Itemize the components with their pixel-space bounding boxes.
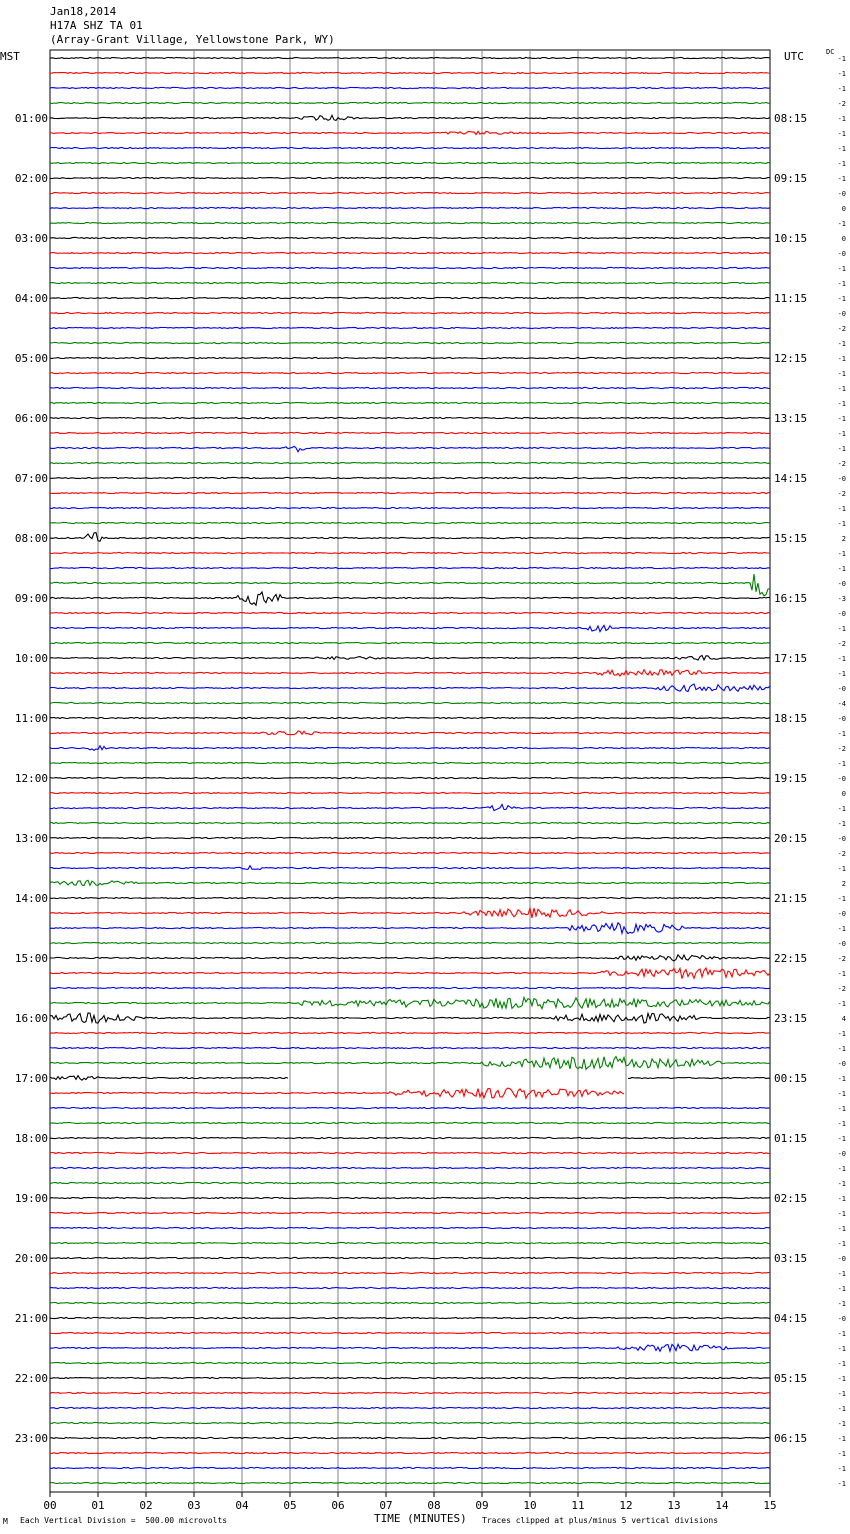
dc-offset-label: -1 bbox=[837, 355, 846, 363]
seismic-trace bbox=[50, 57, 770, 58]
seismic-trace bbox=[50, 327, 770, 328]
seismic-trace bbox=[50, 1107, 770, 1108]
dc-offset-label: -0 bbox=[837, 775, 846, 783]
x-tick-label: 07 bbox=[379, 1499, 393, 1512]
dc-offset-label: -1 bbox=[837, 820, 846, 828]
mst-hour-label: 12:00 bbox=[14, 772, 48, 785]
dc-offset-label: -0 bbox=[837, 310, 846, 318]
seismic-trace bbox=[50, 1482, 770, 1483]
dc-offset-label: -3 bbox=[837, 595, 846, 603]
plot-frame bbox=[50, 50, 770, 1492]
dc-offset-label: -1 bbox=[837, 1285, 846, 1293]
x-tick-label: 05 bbox=[283, 1499, 297, 1512]
dc-offset-label: -1 bbox=[837, 70, 846, 78]
x-tick-label: 09 bbox=[475, 1499, 489, 1512]
logo-mark: M bbox=[3, 1517, 8, 1526]
seismic-trace bbox=[50, 507, 770, 508]
dc-offset-label: -1 bbox=[837, 550, 846, 558]
dc-offset-label: -1 bbox=[837, 1435, 846, 1443]
seismic-trace bbox=[50, 1167, 770, 1168]
x-tick-label: 01 bbox=[91, 1499, 105, 1512]
utc-hour-label: 02:15 bbox=[774, 1192, 808, 1205]
seismic-trace bbox=[50, 804, 770, 810]
chart-station: H17A SHZ TA 01 bbox=[50, 19, 143, 32]
dc-offset-label: -1 bbox=[837, 160, 846, 168]
dc-offset-label: -1 bbox=[837, 1240, 846, 1248]
mst-hour-label: 13:00 bbox=[14, 832, 48, 845]
seismic-trace bbox=[50, 402, 770, 403]
mst-hour-label: 06:00 bbox=[14, 412, 48, 425]
mst-hour-label: 17:00 bbox=[14, 1072, 48, 1085]
seismic-trace bbox=[50, 1242, 770, 1243]
mst-hour-label: 10:00 bbox=[14, 652, 48, 665]
seismic-trace bbox=[50, 987, 770, 988]
dc-offset-label: -0 bbox=[837, 1150, 846, 1158]
dc-offset-label: -0 bbox=[837, 250, 846, 258]
mst-hour-label: 11:00 bbox=[14, 712, 48, 725]
dc-offset-label: -0 bbox=[837, 835, 846, 843]
seismic-trace bbox=[50, 1013, 770, 1023]
dc-offset-label: -0 bbox=[837, 1060, 846, 1068]
seismic-trace bbox=[50, 115, 770, 120]
dc-offset-label: -1 bbox=[837, 1360, 846, 1368]
dc-offset-label: -1 bbox=[837, 895, 846, 903]
dc-offset-label: -1 bbox=[837, 400, 846, 408]
dc-offset-label: -1 bbox=[837, 1390, 846, 1398]
seismic-trace bbox=[50, 567, 770, 568]
seismic-trace bbox=[50, 252, 770, 253]
dc-offset-label: -2 bbox=[837, 745, 846, 753]
clip-note: Traces clipped at plus/minus 5 vertical divisions bbox=[482, 1516, 719, 1525]
seismic-trace bbox=[50, 1422, 770, 1423]
dc-offset-label: -1 bbox=[837, 1330, 846, 1338]
seismic-trace bbox=[50, 417, 770, 418]
x-tick-label: 04 bbox=[235, 1499, 249, 1512]
mst-hour-label: 01:00 bbox=[14, 112, 48, 125]
dc-offset-label: -1 bbox=[837, 925, 846, 933]
x-tick-label: 12 bbox=[619, 1499, 633, 1512]
x-tick-label: 06 bbox=[331, 1499, 345, 1512]
dc-offset-label: -2 bbox=[837, 850, 846, 858]
dc-offset-label: -1 bbox=[837, 295, 846, 303]
seismic-trace bbox=[50, 1344, 770, 1351]
mst-hour-label: 21:00 bbox=[14, 1312, 48, 1325]
utc-hour-label: 01:15 bbox=[774, 1132, 808, 1145]
mst-hour-label: 19:00 bbox=[14, 1192, 48, 1205]
dc-offset-label: -1 bbox=[837, 265, 846, 273]
dc-offset-label: -1 bbox=[837, 520, 846, 528]
dc-offset-label: -0 bbox=[837, 685, 846, 693]
seismic-trace bbox=[50, 1392, 770, 1393]
utc-hour-label: 03:15 bbox=[774, 1252, 808, 1265]
seismic-trace bbox=[50, 87, 770, 88]
x-tick-label: 03 bbox=[187, 1499, 201, 1512]
dc-offset-label: -0 bbox=[837, 910, 846, 918]
dc-offset-label: 0 bbox=[841, 205, 846, 213]
seismic-trace bbox=[50, 1317, 770, 1318]
seismic-trace bbox=[50, 612, 770, 613]
seismic-trace bbox=[50, 592, 770, 605]
x-tick-label: 00 bbox=[43, 1499, 57, 1512]
seismic-trace bbox=[50, 1407, 770, 1408]
seismic-trace bbox=[50, 792, 770, 793]
seismic-trace bbox=[50, 1057, 770, 1070]
dc-offset-label: -1 bbox=[837, 670, 846, 678]
seismic-trace bbox=[50, 968, 770, 979]
seismic-trace bbox=[50, 131, 770, 134]
x-tick-label: 02 bbox=[139, 1499, 153, 1512]
dc-offset-label: -1 bbox=[837, 175, 846, 183]
dc-offset-label: -1 bbox=[837, 805, 846, 813]
utc-hour-label: 06:15 bbox=[774, 1432, 808, 1445]
dc-offset-label: -1 bbox=[837, 1030, 846, 1038]
dc-offset-label: -1 bbox=[837, 565, 846, 573]
utc-hour-label: 19:15 bbox=[774, 772, 808, 785]
utc-hour-label: 09:15 bbox=[774, 172, 808, 185]
seismic-trace bbox=[50, 852, 770, 853]
mst-hour-label: 22:00 bbox=[14, 1372, 48, 1385]
mst-hour-label: 08:00 bbox=[14, 532, 48, 545]
dc-offset-label: -4 bbox=[837, 700, 846, 708]
x-tick-label: 10 bbox=[523, 1499, 537, 1512]
dc-offset-label: -1 bbox=[837, 1270, 846, 1278]
mst-hour-label: 05:00 bbox=[14, 352, 48, 365]
utc-hour-label: 14:15 bbox=[774, 472, 808, 485]
seismic-trace bbox=[50, 72, 770, 73]
dc-offset-label: -2 bbox=[837, 640, 846, 648]
chart-location: (Array-Grant Village, Yellowstone Park, WY) bbox=[50, 33, 335, 46]
seismic-trace bbox=[50, 717, 770, 718]
seismic-trace bbox=[50, 102, 770, 103]
dc-offset-label: -0 bbox=[837, 715, 846, 723]
dc-offset-label: -1 bbox=[837, 220, 846, 228]
dc-offset-label: -2 bbox=[837, 955, 846, 963]
seismic-trace bbox=[50, 684, 770, 692]
seismic-trace bbox=[50, 387, 770, 388]
x-tick-label: 14 bbox=[715, 1499, 729, 1512]
seismic-trace bbox=[50, 942, 770, 943]
utc-hour-label: 23:15 bbox=[774, 1012, 808, 1025]
utc-hour-label: 21:15 bbox=[774, 892, 808, 905]
dc-offset-label: -1 bbox=[837, 415, 846, 423]
seismic-trace bbox=[50, 522, 770, 523]
seismic-trace bbox=[50, 1467, 770, 1468]
mst-hour-label: 02:00 bbox=[14, 172, 48, 185]
seismic-trace bbox=[50, 1257, 770, 1258]
dc-offset-label: 0 bbox=[841, 235, 846, 243]
dc-offset-label: -1 bbox=[837, 1375, 846, 1383]
seismic-trace bbox=[50, 1332, 770, 1333]
seismic-trace bbox=[50, 625, 770, 631]
dc-offset-label: -1 bbox=[837, 1465, 846, 1473]
seismic-trace bbox=[50, 147, 770, 148]
seismic-trace bbox=[50, 342, 770, 343]
dc-offset-label: -2 bbox=[837, 490, 846, 498]
dc-offset-label: -1 bbox=[837, 1135, 846, 1143]
mst-hour-label: 16:00 bbox=[14, 1012, 48, 1025]
mst-hour-label: 15:00 bbox=[14, 952, 48, 965]
seismic-trace bbox=[50, 777, 770, 778]
left-timezone-label: MST bbox=[0, 50, 20, 63]
seismic-trace bbox=[50, 1032, 770, 1033]
dc-offset-label: -1 bbox=[837, 1420, 846, 1428]
seismic-trace bbox=[50, 655, 770, 660]
seismic-trace bbox=[50, 762, 770, 763]
seismic-trace bbox=[50, 1377, 770, 1378]
seismic-trace bbox=[50, 880, 770, 885]
seismic-trace bbox=[50, 1152, 770, 1153]
seismic-trace bbox=[50, 432, 770, 433]
seismic-trace bbox=[50, 267, 770, 268]
utc-hour-label: 15:15 bbox=[774, 532, 808, 545]
utc-hour-label: 12:15 bbox=[774, 352, 808, 365]
seismic-trace bbox=[50, 492, 770, 493]
dc-offset-label: -2 bbox=[837, 985, 846, 993]
seismic-trace bbox=[50, 923, 770, 934]
dc-offset-label: -2 bbox=[837, 325, 846, 333]
utc-hour-label: 18:15 bbox=[774, 712, 808, 725]
seismic-trace bbox=[50, 822, 770, 823]
mst-hour-label: 20:00 bbox=[14, 1252, 48, 1265]
dc-offset-label: -1 bbox=[837, 970, 846, 978]
dc-offset-label: -0 bbox=[837, 1315, 846, 1323]
dc-offset-label: -1 bbox=[837, 1300, 846, 1308]
dc-offset-label: -1 bbox=[837, 1225, 846, 1233]
seismic-trace bbox=[50, 746, 770, 751]
seismic-trace bbox=[50, 866, 770, 870]
dc-offset-label: -1 bbox=[837, 385, 846, 393]
seismic-trace bbox=[50, 642, 770, 643]
dc-offset-label: -1 bbox=[837, 1180, 846, 1188]
utc-hour-label: 05:15 bbox=[774, 1372, 808, 1385]
seismic-trace bbox=[50, 357, 770, 358]
mst-hour-label: 18:00 bbox=[14, 1132, 48, 1145]
seismic-trace bbox=[50, 1088, 624, 1098]
dc-offset-label: -1 bbox=[837, 370, 846, 378]
scale-note: Each Vertical Division = 500.00 microvolts bbox=[20, 1516, 228, 1525]
seismic-trace bbox=[50, 1287, 770, 1288]
dc-offset-label: -1 bbox=[837, 625, 846, 633]
utc-hour-label: 17:15 bbox=[774, 652, 808, 665]
seismic-trace bbox=[50, 462, 770, 463]
dc-offset-label: -2 bbox=[837, 100, 846, 108]
dc-offset-label: -1 bbox=[837, 1210, 846, 1218]
seismic-trace bbox=[50, 282, 770, 283]
mst-hour-label: 07:00 bbox=[14, 472, 48, 485]
dc-offset-label: -1 bbox=[837, 280, 846, 288]
dc-offset-label: -1 bbox=[837, 55, 846, 63]
dc-offset-label: -0 bbox=[837, 610, 846, 618]
dc-offset-label: -1 bbox=[837, 1045, 846, 1053]
dc-offset-label: -1 bbox=[837, 730, 846, 738]
dc-offset-label: -0 bbox=[837, 1255, 846, 1263]
chart-date: Jan18,2014 bbox=[50, 5, 117, 18]
seismic-trace bbox=[50, 533, 770, 542]
seismic-trace bbox=[50, 162, 770, 163]
dc-offset-label: -0 bbox=[837, 475, 846, 483]
dc-offset-label: -1 bbox=[837, 340, 846, 348]
dc-offset-label: -1 bbox=[837, 130, 846, 138]
dc-offset-label: -1 bbox=[837, 145, 846, 153]
dc-offset-label: -0 bbox=[837, 940, 846, 948]
dc-offset-label: -1 bbox=[837, 1120, 846, 1128]
seismic-trace bbox=[50, 731, 770, 735]
seismic-trace bbox=[50, 1362, 770, 1363]
seismic-trace bbox=[50, 897, 770, 898]
seismic-trace bbox=[50, 222, 770, 223]
dc-offset-label: -1 bbox=[837, 1105, 846, 1113]
seismic-trace bbox=[50, 552, 770, 553]
seismic-trace bbox=[50, 1302, 770, 1303]
x-tick-label: 13 bbox=[667, 1499, 681, 1512]
dc-offset-label: -1 bbox=[837, 1075, 846, 1083]
seismic-trace bbox=[50, 1452, 770, 1453]
mst-hour-label: 14:00 bbox=[14, 892, 48, 905]
dc-offset-label: 0 bbox=[841, 790, 846, 798]
utc-hour-label: 22:15 bbox=[774, 952, 808, 965]
utc-hour-label: 00:15 bbox=[774, 1072, 808, 1085]
mst-hour-label: 03:00 bbox=[14, 232, 48, 245]
mst-hour-label: 23:00 bbox=[14, 1432, 48, 1445]
dc-offset-label: -1 bbox=[837, 115, 846, 123]
dc-offset-label: -1 bbox=[837, 1450, 846, 1458]
dc-offset-label: -1 bbox=[837, 655, 846, 663]
seismic-trace bbox=[50, 297, 770, 298]
seismic-trace bbox=[50, 1212, 770, 1213]
seismic-trace bbox=[50, 1227, 770, 1228]
dc-offset-label: -1 bbox=[837, 1345, 846, 1353]
seismic-trace bbox=[50, 1076, 770, 1081]
seismic-trace bbox=[50, 670, 770, 676]
seismic-trace bbox=[50, 207, 770, 208]
utc-hour-label: 13:15 bbox=[774, 412, 808, 425]
utc-hour-label: 20:15 bbox=[774, 832, 808, 845]
seismic-trace bbox=[50, 837, 770, 838]
dc-offset-label: -0 bbox=[837, 580, 846, 588]
utc-hour-label: 16:15 bbox=[774, 592, 808, 605]
seismic-trace bbox=[50, 477, 770, 478]
dc-offset-label: -1 bbox=[837, 85, 846, 93]
seismic-trace bbox=[50, 955, 770, 961]
dc-offset-label: -1 bbox=[837, 505, 846, 513]
dc-offset-label: -1 bbox=[837, 760, 846, 768]
x-tick-label: 08 bbox=[427, 1499, 441, 1512]
x-tick-label: 11 bbox=[571, 1499, 585, 1512]
seismic-trace bbox=[50, 1122, 770, 1123]
x-axis-label: TIME (MINUTES) bbox=[374, 1512, 467, 1525]
seismic-trace bbox=[50, 702, 770, 703]
seismic-trace bbox=[50, 1437, 770, 1438]
dc-offset-label: -1 bbox=[837, 430, 846, 438]
seismic-trace bbox=[50, 192, 770, 193]
seismic-trace bbox=[50, 1182, 770, 1183]
x-tick-label: 15 bbox=[763, 1499, 777, 1512]
dc-offset-label: -1 bbox=[837, 445, 846, 453]
seismic-trace bbox=[50, 177, 770, 178]
dc-offset-label: 2 bbox=[841, 535, 846, 543]
dc-offset-label: -0 bbox=[837, 190, 846, 198]
dc-offset-label: -1 bbox=[837, 1000, 846, 1008]
seismic-trace bbox=[50, 446, 770, 452]
dc-offset-label: -1 bbox=[837, 1480, 846, 1488]
seismic-trace bbox=[50, 372, 770, 373]
seismic-trace bbox=[50, 1137, 770, 1138]
utc-hour-label: 08:15 bbox=[774, 112, 808, 125]
dc-offset-label: -1 bbox=[837, 1405, 846, 1413]
seismic-trace bbox=[50, 908, 770, 918]
dc-offset-label: -2 bbox=[837, 460, 846, 468]
seismic-trace bbox=[50, 237, 770, 238]
utc-hour-label: 11:15 bbox=[774, 292, 808, 305]
dc-offset-label: -1 bbox=[837, 1090, 846, 1098]
dc-offset-label: -1 bbox=[837, 865, 846, 873]
dc-offset-label: 4 bbox=[841, 1015, 846, 1023]
seismic-trace bbox=[50, 997, 770, 1008]
seismic-trace bbox=[50, 1197, 770, 1198]
dc-offset-label: -1 bbox=[837, 1195, 846, 1203]
mst-hour-label: 04:00 bbox=[14, 292, 48, 305]
utc-hour-label: 10:15 bbox=[774, 232, 808, 245]
seismic-trace bbox=[50, 1272, 770, 1273]
seismic-trace bbox=[50, 312, 770, 313]
seismic-trace bbox=[50, 1047, 770, 1048]
dc-label: DC bbox=[826, 48, 835, 56]
dc-offset-label: 2 bbox=[841, 880, 846, 888]
mst-hour-label: 09:00 bbox=[14, 592, 48, 605]
seismic-trace bbox=[50, 574, 770, 596]
dc-offset-label: -1 bbox=[837, 1165, 846, 1173]
right-timezone-label: UTC bbox=[784, 50, 804, 63]
utc-hour-label: 04:15 bbox=[774, 1312, 808, 1325]
